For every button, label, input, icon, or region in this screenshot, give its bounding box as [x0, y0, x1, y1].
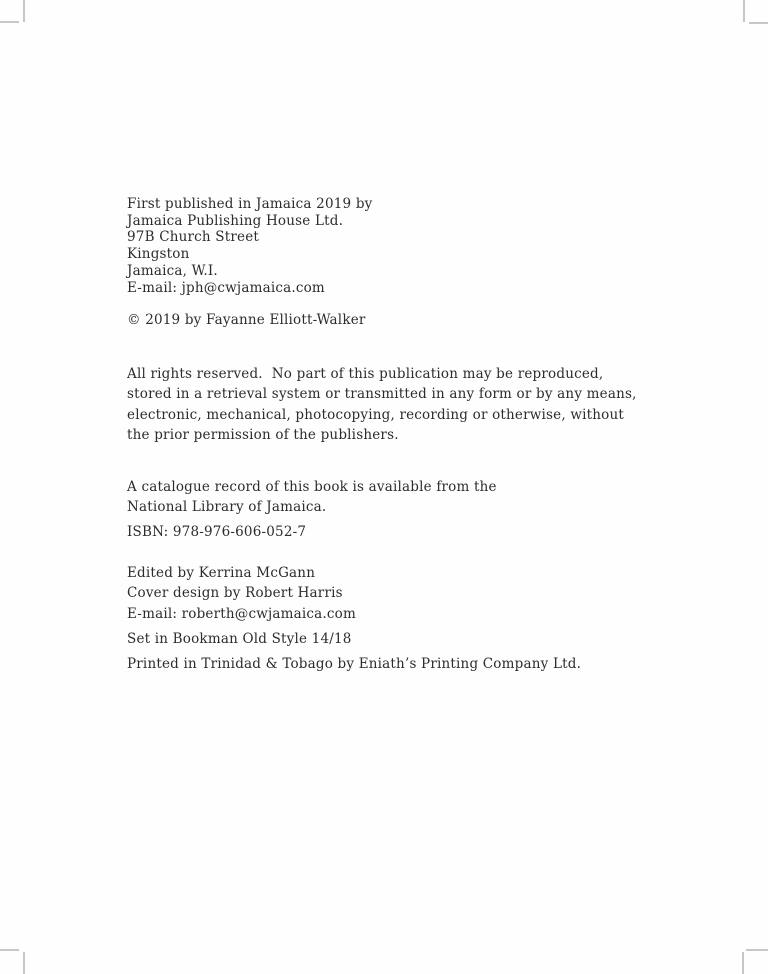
- credits-block: [127, 563, 727, 624]
- crop-mark-bottom-right-vertical: [742, 952, 744, 974]
- rights-reserved-line: stored in a retrieval system or transmitted in any form or by any means,: [127, 386, 637, 403]
- publisher-address-block: [127, 196, 727, 296]
- rights-reserved-line: electronic, mechanical, photocopying, recording or otherwise, without: [127, 406, 624, 423]
- typeface-note: Set in Bookman Old Style 14/18: [127, 630, 352, 647]
- publisher-address-line: Kingston: [127, 246, 190, 263]
- crop-mark-bottom-right-horizontal: [746, 949, 768, 951]
- crop-mark-top-right-vertical: [743, 0, 745, 22]
- copyright-notice: © 2019 by Fayanne Elliott-Walker: [127, 312, 366, 329]
- copyright-page-content: [127, 196, 727, 675]
- designer-email-line: E-mail: roberth@cwjamaica.com: [127, 605, 356, 622]
- crop-mark-top-left-vertical: [23, 0, 25, 22]
- publisher-address-line: Jamaica Publishing House Ltd.: [127, 212, 344, 229]
- publisher-address-line: 97B Church Street: [127, 229, 260, 246]
- publisher-email-line: E-mail: jph@cwjamaica.com: [127, 279, 325, 296]
- publisher-address-line: First published in Jamaica 2019 by: [127, 196, 373, 212]
- editor-credit-line: Edited by Kerrina McGann: [127, 564, 316, 581]
- cover-design-credit-line: Cover design by Robert Harris: [127, 585, 343, 602]
- catalogue-record-line: National Library of Jamaica.: [127, 498, 327, 515]
- printer-note: Printed in Trinidad & Tobago by Eniath’s Printing Company Ltd.: [127, 656, 582, 673]
- rights-reserved-line: the prior permission of the publishers.: [127, 427, 399, 444]
- crop-mark-bottom-left-vertical: [23, 952, 25, 974]
- crop-mark-bottom-left-horizontal: [0, 949, 19, 951]
- crop-mark-top-left-horizontal: [0, 21, 19, 23]
- crop-mark-top-right-horizontal: [749, 22, 768, 24]
- catalogue-record-line: A catalogue record of this book is available from the: [127, 478, 497, 495]
- rights-reserved-line: All rights reserved. No part of this publication may be reproduced,: [127, 365, 604, 382]
- isbn: ISBN: 978-976-606-052-7: [127, 524, 307, 541]
- catalogue-record-block: [127, 477, 727, 518]
- rights-reserved-paragraph: [127, 364, 727, 446]
- publisher-address-line: Jamaica, W.I.: [127, 262, 218, 279]
